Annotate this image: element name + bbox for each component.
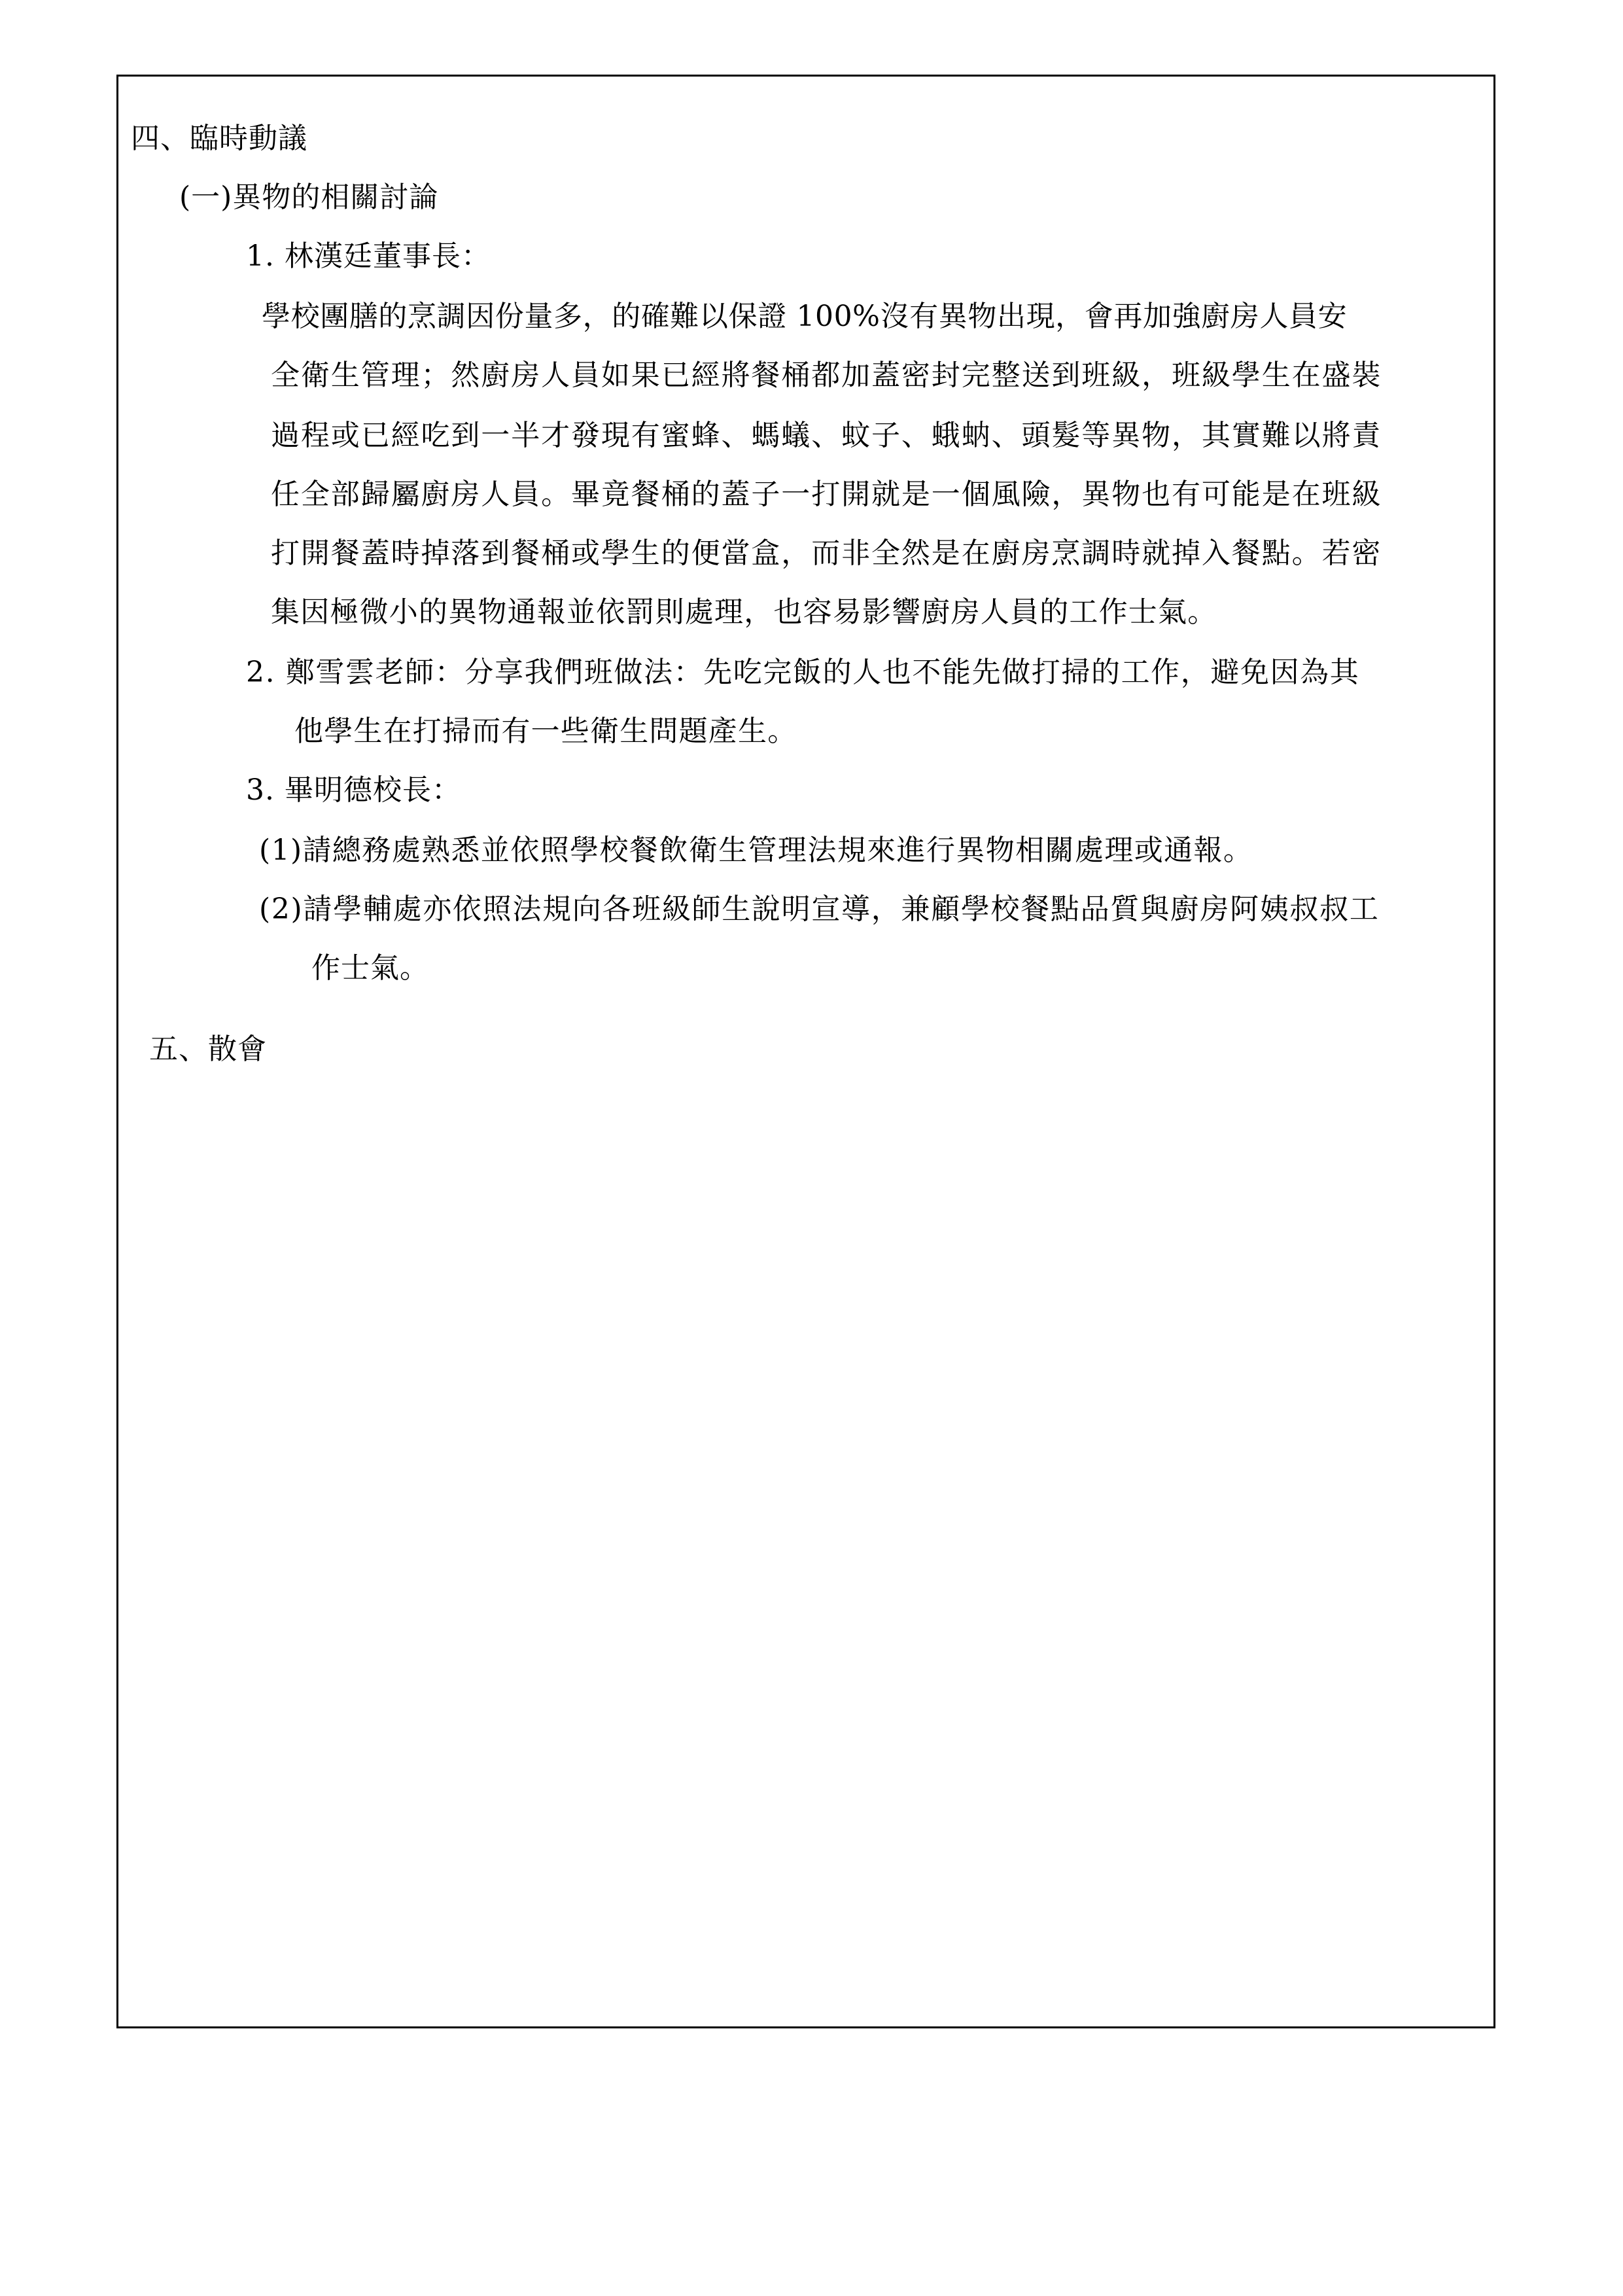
item-1-text-line: 集因極微小的異物通報並依罰則處理，也容易影響廚房人員的工作士氣。	[271, 595, 1217, 629]
item-3-sub-2-line: 作士氣。	[311, 951, 429, 985]
item-1-text-line: 學校團膳的烹調因份量多，的確難以保證 100%沒有異物出現，會再加強廚房人員安	[262, 300, 1348, 333]
section-5-heading: 五、散會	[149, 1033, 267, 1066]
subsection-1-heading: (一)異物的相關討論	[179, 181, 439, 214]
item-1-text-line: 任全部歸屬廚房人員。畢竟餐桶的蓋子一打開就是一個風險，異物也有可能是在班級	[271, 478, 1382, 511]
section-4-heading: 四、臨時動議	[131, 122, 307, 155]
item-3-speaker-label: 3. 畢明德校長：	[246, 773, 461, 807]
item-2-text-line: 他學生在打掃而有一些衛生問題產生。	[294, 715, 797, 748]
item-3-sub-1: (1)請總務處熟悉並依照學校餐飲衛生管理法規來進行異物相關處理或通報。	[259, 834, 1253, 867]
item-1-speaker-label: 1. 林漢廷董事長：	[246, 239, 491, 273]
item-1-text-line: 打開餐蓋時掉落到餐桶或學生的便當盒，而非全然是在廚房烹調時就掉入餐點。若密	[271, 537, 1382, 570]
item-1-text-line: 全衛生管理；然廚房人員如果已經將餐桶都加蓋密封完整送到班級，班級學生在盛裝	[271, 359, 1382, 392]
item-2-text-line: 2. 鄭雪雲老師：分享我們班做法：先吃完飯的人也不能先做打掃的工作，避免因為其	[246, 656, 1360, 689]
item-3-sub-2-line: (2)請學輔處亦依照法規向各班級師生說明宣導，兼顧學校餐點品質與廚房阿姨叔叔工	[259, 892, 1380, 926]
item-1-text-line: 過程或已經吃到一半才發現有蜜蜂、螞蟻、蚊子、蛾蚋、頭髮等異物，其實難以將責	[271, 419, 1382, 452]
